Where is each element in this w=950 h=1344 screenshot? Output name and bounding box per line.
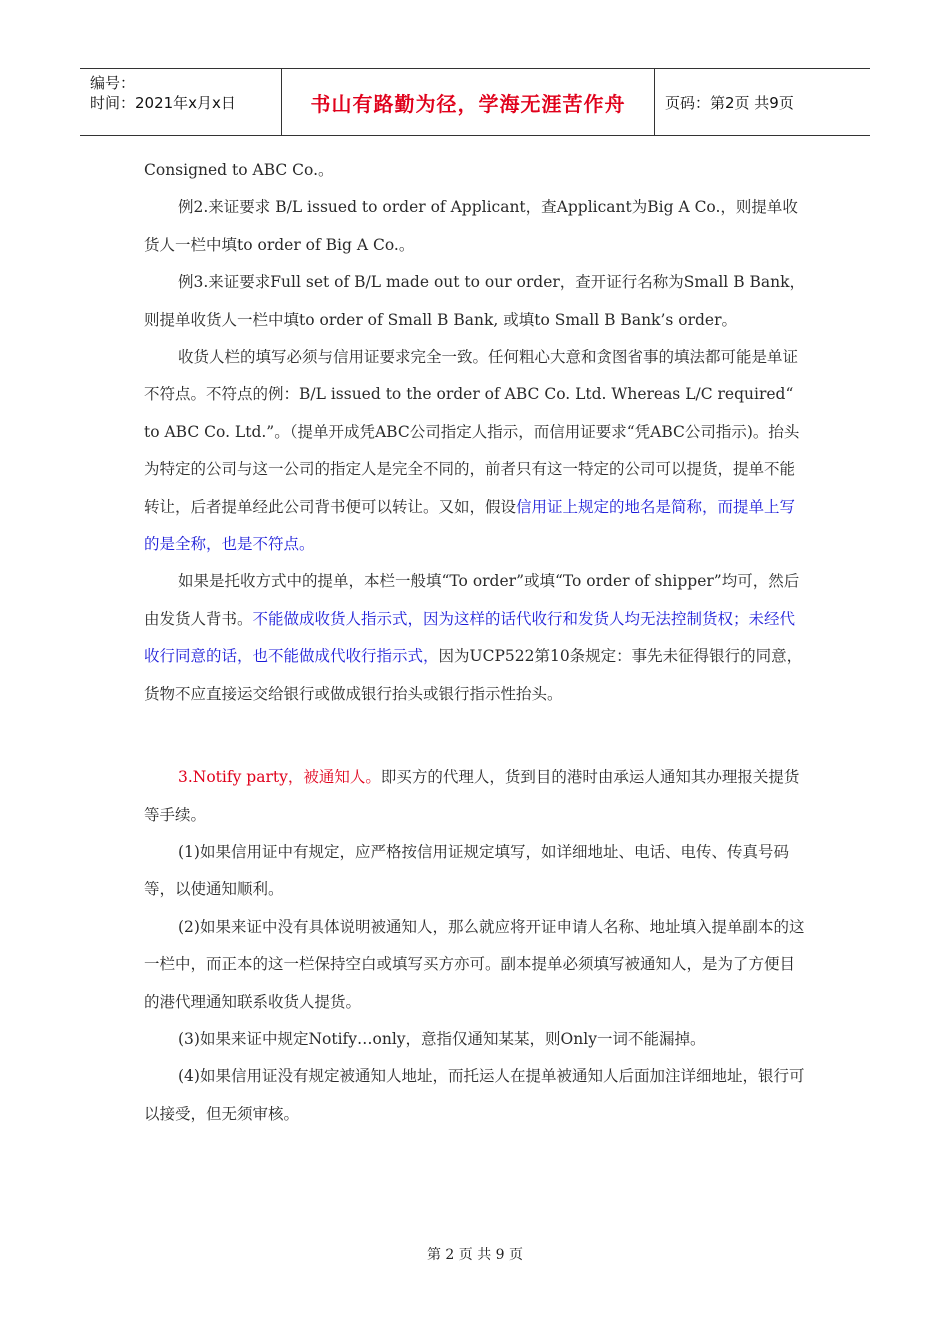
document-body xyxy=(144,152,809,1133)
highlighted-text: 信用证上规定的地名是简称，而提单上写的是全称，也是不符点。 xyxy=(144,497,796,554)
paragraph: (4)如果信用证没有规定被通知人地址，而托运人在提单被通知人后面加注详细地址，银行可以接受，但无须审核。 xyxy=(144,1067,805,1123)
document-date: 时间：2021年x月x日 xyxy=(90,94,236,112)
paragraph-text: 即买方的代理人，货到目的港时由承运人通知其办理报关提货等手续。 xyxy=(144,768,800,824)
page-footer: 第 2 页 共 9 页 xyxy=(426,1247,524,1263)
paragraph: (2)如果来证中没有具体说明被通知人，那么就应将开证申请人名称、地址填入提单副本的这一栏中，而正本的这一栏保持空白或填写买方亦可。副本提单必须填写被通知人，是为了方便目的港代理通知联系收货人提货。 xyxy=(144,917,805,1011)
paragraph: 例2.来证要求 B/L issued to order of Applicant，查Applicant为Big A Co.，则提单收货人一栏中填to order of Big A Co.。 xyxy=(144,198,798,254)
document-number-label: 编号： xyxy=(90,74,136,92)
page-header xyxy=(80,68,870,136)
paragraph-text: 收货人栏的填写必须与信用证要求完全一致。任何粗心大意和贪图省事的填法都可能是单证不符点。不符点的例：B/L issued to the order of ABC Co. Ltd. Whereas L/C required“ to ABC Co. Ltd.”。（提单开成凭ABC公司指定人指示，而信用证要求“凭ABC公司指示)。抬头为特定的公司与这一公司的指定人是完全不同的，前者只有这一特定的公司可以提货，提单不能转让，后者提单经此公司背书便可以转让。又如，假设 xyxy=(144,348,800,516)
paragraph: Consigned to ABC Co.。 xyxy=(144,161,334,179)
paragraph xyxy=(144,339,809,563)
header-meta-cell xyxy=(80,69,282,135)
highlighted-text: 不能做成收货人指示式，因为这样的话代收行和发货人均无法控制货权；未经代收行同意的话，也不能做成代收行指示式， xyxy=(144,609,796,666)
paragraph-text: 因为UCP522第10条规定：事先未征得银行的同意，货物不应直接运交给银行或做成银行抬头或银行指示性抬头。 xyxy=(144,647,803,703)
section-heading: 3.Notify party，被通知人。 xyxy=(178,768,381,787)
section-heading-paragraph xyxy=(144,759,809,834)
paragraph xyxy=(144,563,809,713)
paragraph: (3)如果来证中规定Notify…only，意指仅通知某某，则Only一词不能漏掉。 xyxy=(178,1029,706,1048)
paragraph: (1)如果信用证中有规定，应严格按信用证规定填写，如详细地址、电话、电传、传真号码等，以使通知顺利。 xyxy=(144,842,789,899)
paragraph: 例3.来证要求Full set of B/L made out to our order，查开证行名称为Small B Bank，则提单收货人一栏中填to order of Small B Bank, 或填to Small B Bank’s order。 xyxy=(144,273,806,329)
spacer xyxy=(144,713,809,759)
header-page-info: 页码：第2页 共9页 xyxy=(665,93,794,112)
header-motto: 书山有路勤为径，学海无涯苦作舟 xyxy=(282,69,655,135)
paragraph-text: 如果是托收方式中的提单，本栏一般填“To order”或填“To order of shipper”均可，然后由发货人背书。 xyxy=(144,572,800,628)
